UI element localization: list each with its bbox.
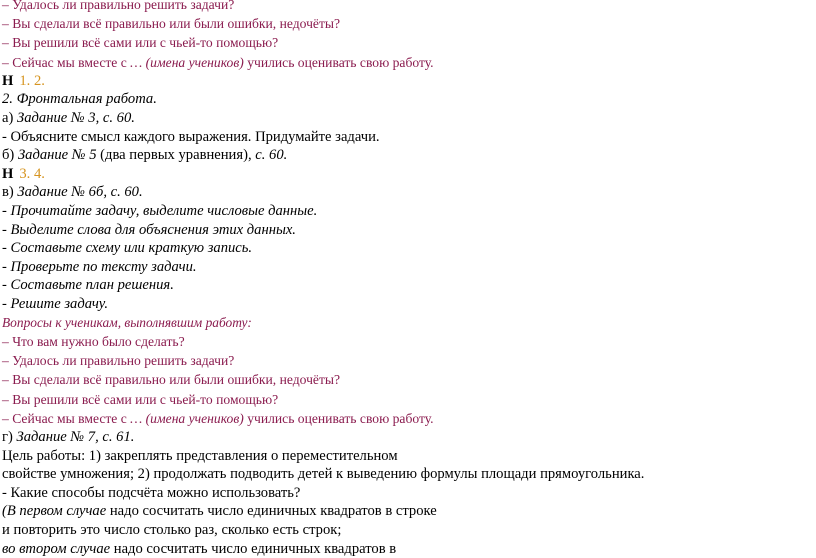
solution-step: - Составьте схему или краткую запись. (2, 240, 253, 257)
task-b: б) Задание № 5 (два первых уравнения), с. 60. (2, 147, 288, 164)
case-second: во втором случае надо сосчитать число единичных квадратов в (2, 540, 397, 557)
review-question: – Вы сделали всё правильно или были ошибки, недочёты? (2, 16, 341, 32)
review-question: – Удалось ли правильно решить задачи? (2, 0, 235, 12)
student-question: – Вы решили всё сами или с чьей-то помощью? (2, 391, 279, 407)
student-question: – Сейчас мы вместе с … (имена учеников) учились оценивать свою работу. (2, 410, 434, 426)
student-questions-list (2, 332, 814, 428)
case-first: (В первом случае надо сосчитать число единичных квадратов в строке (2, 503, 437, 520)
goal-line: Цель работы: 1) закреплять представления о переместительном (2, 447, 398, 464)
task-a-instruction: - Объясните смысл каждого выражения. Придумайте задачи. (2, 128, 380, 145)
solution-steps-list (2, 202, 814, 314)
task-g: г) Задание № 7, с. 61. (2, 428, 135, 445)
task-v: в) Задание № 6б, с. 60. (2, 184, 143, 201)
solution-step: - Проверьте по тексту задачи. (2, 258, 197, 275)
review-questions-list (2, 0, 814, 72)
marker-line: Н 1. 2. (2, 72, 45, 89)
count-question: - Какие способы подсчёта можно использовать? (2, 484, 301, 501)
questions-heading: Вопросы к ученикам, выполнявшим работу: (2, 314, 252, 330)
review-question: – Сейчас мы вместе с … (имена учеников) учились оценивать свою работу. (2, 54, 434, 70)
section-title: 2. Фронтальная работа. (2, 91, 157, 108)
marker-numbers: 1. 2. (19, 72, 45, 89)
solution-step: - Составьте план решения. (2, 277, 174, 294)
review-question: – Вы решили всё сами или с чьей-то помощью? (2, 35, 279, 51)
document-page (2, 0, 814, 558)
student-question: – Вы сделали всё правильно или были ошибки, недочёты? (2, 372, 341, 388)
task-a: а) Задание № 3, с. 60. (2, 110, 135, 126)
case-first-continued: и повторить это число столько раз, сколько есть строк; (2, 521, 342, 538)
student-question: – Что вам нужно было сделать? (2, 333, 185, 349)
marker-line: Н 3. 4. (2, 165, 45, 182)
student-question: – Удалось ли правильно решить задачи? (2, 353, 235, 369)
solution-step: - Выделите слова для объяснения этих данных. (2, 221, 296, 238)
solution-step: - Прочитайте задачу, выделите числовые данные. (2, 202, 318, 219)
solution-step: - Решите задачу. (2, 295, 108, 312)
marker-numbers: 3. 4. (19, 165, 45, 182)
goal-line: свойстве умножения; 2) продолжать подводить детей к выведению формулы площади прямоугольника. (2, 466, 645, 483)
